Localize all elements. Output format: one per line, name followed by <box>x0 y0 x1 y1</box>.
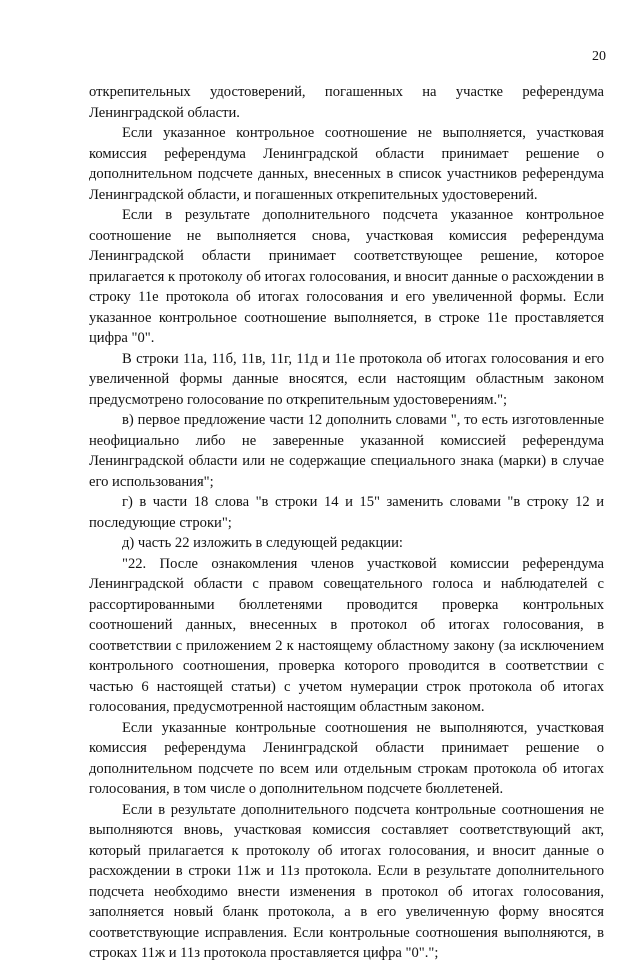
paragraph-amendment-g: г) в части 18 слова "в строки 14 и 15" заменить словами "в строку 12 и последующие строки"; <box>89 494 604 531</box>
paragraph-part-22: "22. После ознакомления членов участковой комиссии референдума Ленинградской области с правом совещательного голоса и наблюдателей с рассортированными бюллетенями проводится проверка контрольных соотношений данных, внесенных в протокол об итогах голосования, в соответствии с приложением 2 к настоящему областному закону (за исключением контрольного соотношения, проверка которого проводится в соответствии с частью 6 настоящей статьи) с учетом нумерации строк протокола об итогах голосования, предусмотренной настоящим областным законом. <box>89 555 604 715</box>
paragraph-act-drawn-up: Если в результате дополнительного подсчета контрольные соотношения не выполняются вновь, участковая комиссия составляет соответствующий акт, который прилагается к протоколу об итогах голосования, и вносит данные о расхождении в строки 11ж и 11з протокола. Если в результате дополнительного подсчета необходимо внести изменения в протокол об итогах голосования, заполняется новый бланк протокола, а в его увеличенную форму вносятся соответствующие исправления. Если контрольные соотношения выполняются, в строках 11ж и 11з протокола проставляется цифра "0"."; <box>89 801 604 961</box>
paragraph-amendment-d: д) часть 22 изложить в следующей редакции: <box>122 535 403 551</box>
paragraph-continuation: открепительных удостоверений, погашенных на участке референдума Ленинградской области. <box>89 84 604 121</box>
paragraph-recount-result: Если в результате дополнительного подсчета указанное контрольное соотношение не выполняется снова, участковая комиссия референдума Ленинградской области принимает соответствующее решение, которое прилагается к протоколу об итогах голосования, и вносит данные о расхождении в строку 11е протокола об итогах голосования и его увеличенной формы. Если указанное контрольное соотношение выполняется, в строке 11е проставляется цифра "0". <box>89 207 604 346</box>
paragraph-control-ratio-check: Если указанное контрольное соотношение не выполняется, участковая комиссия референдума Ленинградской области принимает решение о дополнительном подсчете данных, внесенных в список участников референдума Ленинградской области, и погашенных открепительных удостоверений. <box>89 125 604 203</box>
paragraph-additional-count: Если указанные контрольные соотношения не выполняются, участковая комиссия референдума Ленинградской области принимает решение о дополнительном подсчете по всем или отдельным строкам протокола об итогах голосования, в том числе о дополнительном подсчете бюллетеней. <box>89 719 604 797</box>
page-number: 20 <box>592 49 606 64</box>
paragraph-lines-11: В строки 11а, 11б, 11в, 11г, 11д и 11е протокола об итогах голосования и его увеличенной формы данные вносятся, если настоящим областным законом предусмотрено голосование по открепительным удостоверениям."; <box>89 350 604 408</box>
paragraph-amendment-v: в) первое предложение части 12 дополнить словами ", то есть изготовленные неофициально либо не заверенные указанной комиссией референдума Ленинградской области или не содержащие специального знака (марки) в случае его использования"; <box>89 412 604 490</box>
document-body <box>89 82 604 964</box>
